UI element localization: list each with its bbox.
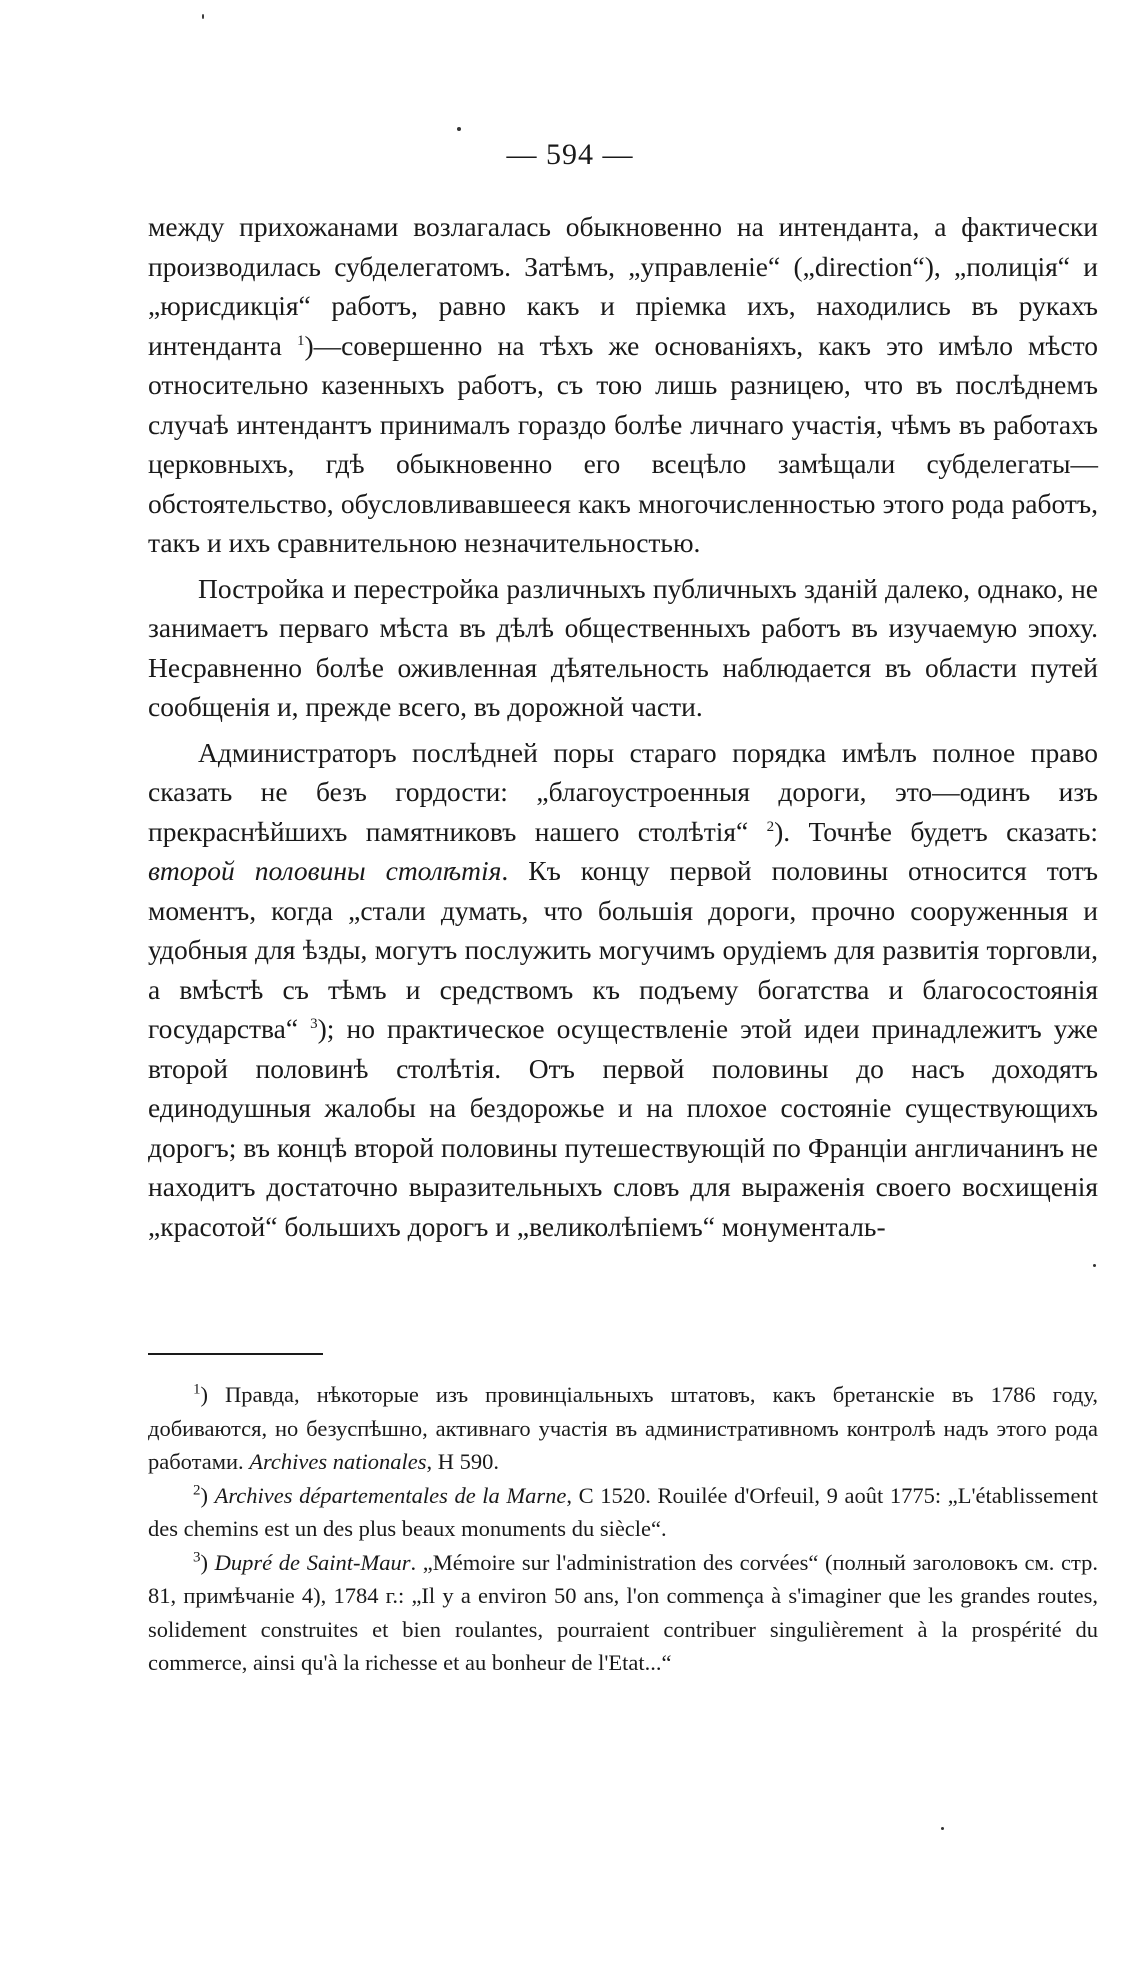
paragraph-footnote-ref: 3 [310, 1015, 318, 1032]
footnote-italic-text: Dupré de Saint-Maur [214, 1549, 411, 1575]
paragraph-text: Администраторъ послѣдней поры стараго порядка имѣлъ полное право сказать не безъ гордости: „благоустроенныя дороги, это—одинъ изъ прекраснѣйшихъ памятниковъ нашего столѣтія“ [148, 736, 1098, 847]
paragraph-text: ); но практическое осуществленіе этой идеи принадлежитъ уже второй половинѣ столѣтія. Отъ первой половины до насъ доходятъ единодушныя жалобы на бездорожье и на плохое состояніе существующихъ дорогъ; въ концѣ второй половины путешествующій по Франціи англичанинъ не находитъ достаточно выразительныхъ словъ для выраженія своего восхищенія „красотой“ большихъ дорогъ и „великолѣпіемъ“ монументаль- [148, 1013, 1098, 1242]
footnotes [148, 1378, 1098, 1680]
paragraph-text: Постройка и перестройка различныхъ публичныхъ зданій далеко, однако, не занимаетъ перваго мѣста въ дѣлѣ общественныхъ работъ въ изучаемую эпоху. Несравненно болѣе оживленная дѣятельность наблюдается въ области путей сообщенія и, прежде всего, въ дорожной части. [148, 572, 1098, 722]
paragraph-text: ). Точнѣе будетъ сказать: [774, 815, 1099, 847]
footnote-footnote-ref: 1 [193, 1381, 201, 1398]
footnote-italic-text: Archives départementales de la Marne [214, 1482, 567, 1508]
footnote-text: ) [200, 1549, 215, 1575]
paragraph-3 [148, 733, 1098, 1247]
paragraph-footnote-ref: 2 [766, 818, 775, 835]
footnote-footnote-ref: 3 [193, 1549, 201, 1565]
footnote-text: , C 1520. Rouilée d'Orfeuil, 9 août 1775: „L'établissement des chemins est un des plus beaux monuments du siècle“. [148, 1482, 1098, 1541]
footnote-italic-text: Archives nationales [249, 1449, 427, 1474]
footnote-text: ) Правда, нѣкоторые изъ провинціальныхъ штатовъ, какъ бретанскіе въ 1786 году, добиваются, но безуспѣшно, активнаго участія въ административномъ контролѣ надъ этого рода работами. [148, 1382, 1098, 1474]
footnote-1 [148, 1378, 1098, 1479]
footnote-3 [148, 1546, 1098, 1680]
paragraph-text: . Къ концу первой половины относится тотъ моментъ, когда „стали думать, что большія дороги, прочно сооруженныя и удобныя для ѣзды, могутъ послужить могучимъ орудіемъ для развитія торговли, а вмѣстѣ съ тѣмъ и средствомъ къ подъему богатства и благосостоянія государства“ [148, 855, 1099, 1044]
page-number: — 594 — [506, 138, 634, 171]
footnote-footnote-ref: 2 [193, 1482, 201, 1498]
footnote-2 [148, 1479, 1098, 1546]
paragraph-italic-text: второй половины столѣтія [148, 855, 502, 886]
main-text [148, 207, 1098, 1252]
footnote-text: ) [200, 1482, 215, 1508]
footnote-text: . „Mémoire sur l'administration des corvées“ (полный заголовокъ см. стр. 81, примѣчаніе 4), 1784 г.: „Il y a environ 50 ans, l'on commença à s'imaginer que les grandes routes, solidement construites et bien roulantes, pourraient contribuer singulièrement à la prospérité du commerce, ainsi qu'à la richesse et au bonheur de l'Etat...“ [148, 1549, 1098, 1675]
paragraph-1 [148, 207, 1098, 563]
footnote-text: , H 590. [426, 1449, 500, 1474]
paragraph-2 [148, 569, 1098, 727]
footnote-divider [148, 1353, 323, 1355]
paragraph-footnote-ref: 1 [296, 332, 305, 349]
paragraph-text: между прихожанами возлагалась обыкновенно на интенданта, а фактически производилась субделегатомъ. Затѣмъ, „управленіе“ („direction“), „полиція“ и „юрисдикція“ работъ, равно какъ и пріемка ихъ, находились въ рукахъ интенданта [148, 211, 1098, 361]
paragraph-text: )—совершенно на тѣхъ же основаніяхъ, какъ это имѣло мѣсто относительно казенныхъ работъ, съ тою лишь разницею, что въ послѣднемъ случаѣ интендантъ принималъ гораздо болѣе личнаго участія, чѣмъ въ работахъ церковныхъ, гдѣ обыкновенно его всецѣло замѣщали субделегаты—обстоятельство, обусловливавшееся какъ многочисленностью этого рода работъ, такъ и ихъ сравнительною незначительностью. [148, 329, 1098, 558]
